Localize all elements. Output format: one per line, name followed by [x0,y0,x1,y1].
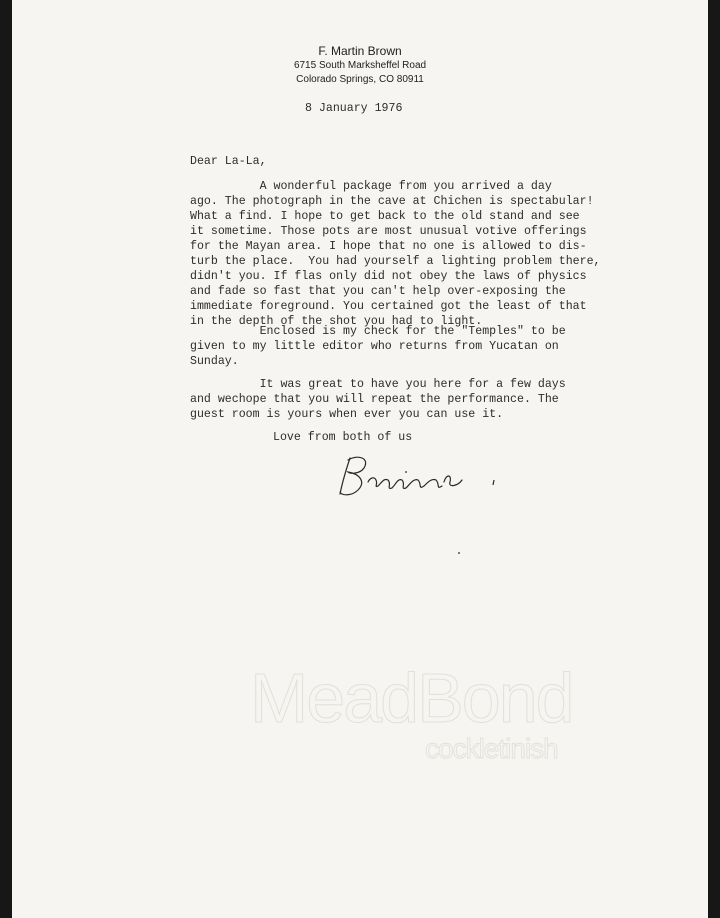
paragraph-2: Enclosed is my check for the "Temples" to be given to my little editor who returns from Yucatan on Sunday. [190,325,566,368]
closing: Love from both of us [273,431,413,444]
letterhead-street: 6715 South Marksheffel Road [293,60,427,71]
ink-speck [458,552,460,554]
signature-drawing [336,452,511,502]
svg-text:cockletinish: cockletinish [425,733,558,764]
svg-text:MeadBond: MeadBond [250,660,573,737]
watermark-finish [425,730,625,773]
greeting: Dear La-La, [190,155,267,168]
letterhead-name: F. Martin Brown [318,44,402,58]
paragraph-1: A wonderful package from you arrived a day ago. The photograph in the cave at Chichen is spectabular! What a find. I hope to get back to the old stand and see it sometime. Those pots are most unusual votive offerings for the Mayan area. I hope that no one is allowed to dis- turb the place. You had yourself a lighting problem there, didn't you. If flas only did not obey the laws of physics and fade so fast that you can't help over-exposing the immediate foreground. You certained got the least of that in the depth of the shot you had to light. [190,180,601,328]
letterhead-city: Colorado Springs, CO 80911 [296,74,424,85]
signature [336,452,511,502]
letter-date: 8 January 1976 [305,102,403,115]
letter-page [12,0,708,918]
paragraph-3: It was great to have you here for a few days and wechope that you will repeat the performance. The guest room is yours when ever you can use it. [190,378,566,421]
